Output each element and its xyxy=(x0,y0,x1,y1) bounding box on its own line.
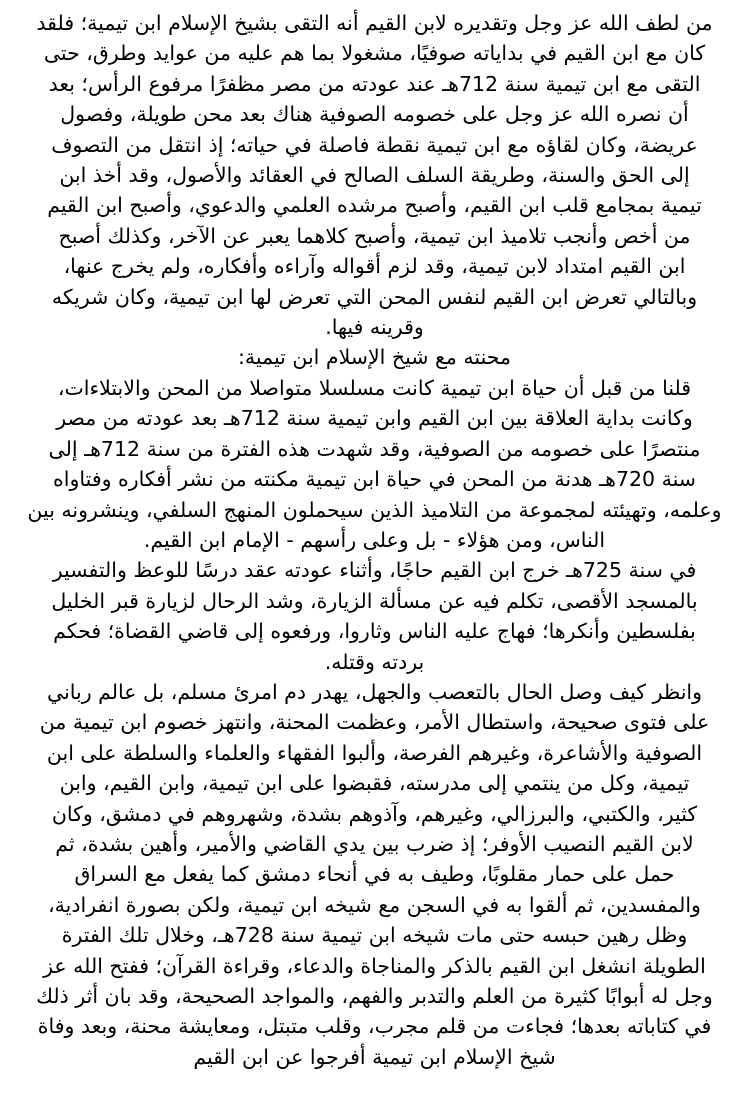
paragraph-meeting-ibn-taymiyyah: من لطف الله عز وجل وتقديره لابن القيم أنه التقى بشيخ الإسلام ابن تيمية؛ فلقد كان مع ابن القيم في بداياته صوفيًا، مشغولا بما هم عليه من عوايد وطرق، حتى التقى مع ابن تيمية سنة 712هـ عند عودته من مصر مظفرًا مرفوع الرأس؛ بعد أن نصره الله عز وجل على خصومه الصوفية هناك بعد محن طويلة، وفصول عريضة، وكان لقاؤه مع ابن تيمية نقطة فاصلة في حياته؛ إذ انتقل من التصوف إلى الحق والسنة، وطريقة السلف الصالح في العقائد والأصول، وقد أخذ ابن تيمية بمجامع قلب ابن القيم، وأصبح مرشده العلمي والدعوي، وأصبح ابن القيم من أخص وأنجب تلاميذ ابن تيمية، وأصبح كلاهما يعبر عن الآخر، وكذلك أصبح ابن القيم امتداد لابن تيمية، وقد لزم أقواله وآراءه وأفكاره، ولم يخرج عنها، وبالتالي تعرض ابن القيم لنفس المحن التي تعرض لها ابن تيمية، وكان شريكه وقرينه فيها. xyxy=(36,11,713,340)
section-heading-ordeal: محنته مع شيخ الإسلام ابن تيمية: xyxy=(238,345,511,370)
paragraph-imprisonment: وانظر كيف وصل الحال بالتعصب والجهل، يهدر دم امرئ مسلم، بل عالم رباني على فتوى صحيحة، واستطال الأمر، وعظمت المحنة، وانتهز خصوم ابن تيمية من الصوفية والأشاعرة، وغيرهم الفرصة، وألبوا الفقهاء والعلماء والسلطة على ابن تيمية، وكل من ينتمي إلى مدرسته، فقبضوا على ابن تيمية، وابن القيم، وابن كثير، والكتبي، والبرزالي، وغيرهم، وآذوهم بشدة، وشهروهم في دمشق، وكان لابن القيم النصيب الأوفر؛ إذ ضرب بين يدي القاضي والأمير، وأهين بشدة، ثم حمل على حمار مقلوبًا، وطيف به في أنحاء دمشق كما يفعل مع السراق والمفسدين، ثم ألقوا به في السجن مع شيخه ابن تيمية، ولكن بصورة انفرادية، وظل رهين حبسه حتى مات شيخه ابن تيمية سنة 728هـ، وخلال تلك الفترة الطويلة انشغل ابن القيم بالذكر والمناجاة والدعاء، وقراءة القرآن؛ ففتح الله عز وجل له أبوابًا كثيرة من العلم والتدبر والفهم، والمواجد الصحيحة، وقد بان أثر ذلك في كتاباته بعدها؛ فجاءت من قلم مجرب، وقلب متبتل، ومعايشة محنة، وبعد وفاة شيخ الإسلام ابن تيمية أفرجوا عن ابن القيم xyxy=(36,679,713,1069)
paragraph-hajj-725: في سنة 725هـ خرج ابن القيم حاجًا، وأثناء عودته عقد درسًا للوعظ والتفسير بالمسجد الأقصى، تكلم فيه عن مسألة الزيارة، وشد الرحال لزيارة قبر الخليل بفلسطين وأنكرها؛ فهاج عليه الناس وثاروا، ورفعوه إلى قاضي القضاة؛ فحكم بردته وقتله. xyxy=(51,558,698,674)
paragraph-ordeal-background: قلنا من قبل أن حياة ابن تيمية كانت مسلسلا متواصلا من المحن والابتلاءات، وكانت بداية العلاقة بين ابن القيم وابن تيمية سنة 712هـ بعد عودته من مصر منتصرًا على خصومه من الصوفية، وقد شهدت هذه الفترة من سنة 712هـ إلى سنة 720هـ هدنة من المحن في حياة ابن تيمية مكنته من نشر أفكاره وفتاواه وعلمه، وتهيئته لمجموعة من التلاميذ الذين سيحملون المنهج السلفي، وينشرونه بين الناس، ومن هؤلاء - بل وعلى رأسهم - الإمام ابن القيم. xyxy=(27,375,722,552)
